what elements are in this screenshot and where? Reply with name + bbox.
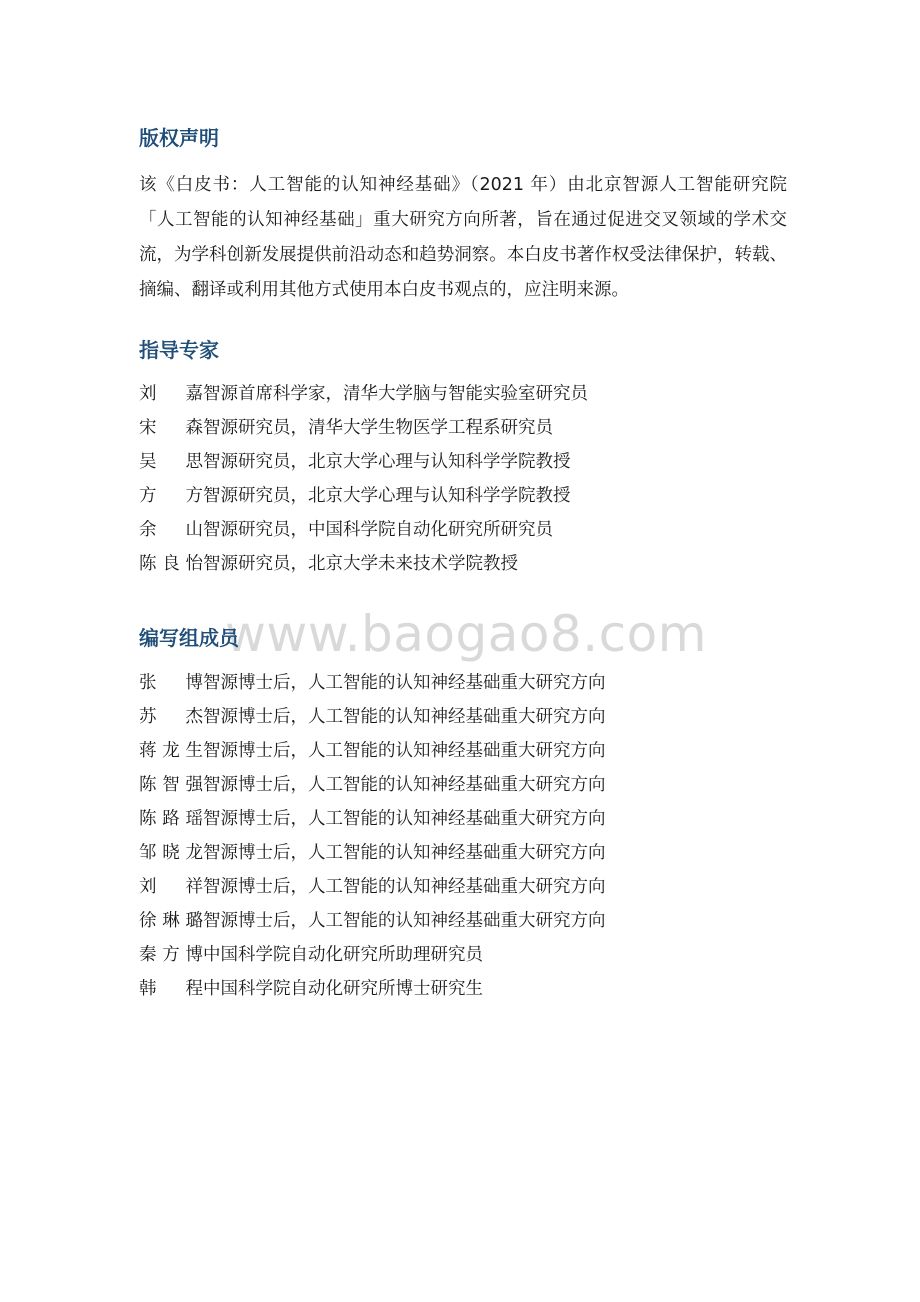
person-name: 邹晓龙 bbox=[139, 843, 203, 863]
person-title: 智源博士后，人工智能的认知神经基础重大研究方向 bbox=[203, 843, 606, 863]
person-name: 张博 bbox=[139, 673, 203, 693]
person-name: 蒋龙生 bbox=[139, 741, 203, 761]
person-title: 智源研究员，北京大学心理与认知科学学院教授 bbox=[203, 486, 571, 506]
person-name: 苏杰 bbox=[139, 707, 203, 727]
person-name: 秦方博 bbox=[139, 945, 203, 965]
writer-row bbox=[139, 734, 606, 768]
person-name: 韩程 bbox=[139, 979, 203, 999]
writer-row bbox=[139, 700, 606, 734]
expert-row bbox=[139, 513, 588, 547]
writer-row bbox=[139, 836, 606, 870]
experts-heading: 指导专家 bbox=[139, 338, 219, 362]
person-name: 徐琳璐 bbox=[139, 911, 203, 931]
writer-row bbox=[139, 802, 606, 836]
writers-list bbox=[139, 666, 606, 1006]
writer-row bbox=[139, 972, 606, 1006]
person-title: 智源博士后，人工智能的认知神经基础重大研究方向 bbox=[203, 673, 606, 693]
writer-row bbox=[139, 938, 606, 972]
person-title: 智源研究员，北京大学心理与认知科学学院教授 bbox=[203, 452, 571, 472]
person-title: 智源博士后，人工智能的认知神经基础重大研究方向 bbox=[203, 877, 606, 897]
person-title: 中国科学院自动化研究所博士研究生 bbox=[203, 979, 483, 999]
writer-row bbox=[139, 768, 606, 802]
person-title: 智源博士后，人工智能的认知神经基础重大研究方向 bbox=[203, 707, 606, 727]
person-title: 智源博士后，人工智能的认知神经基础重大研究方向 bbox=[203, 775, 606, 795]
person-name: 宋森 bbox=[139, 418, 203, 438]
writer-row bbox=[139, 904, 606, 938]
person-name: 陈路瑶 bbox=[139, 809, 203, 829]
person-title: 智源研究员，中国科学院自动化研究所研究员 bbox=[203, 520, 553, 540]
person-title: 中国科学院自动化研究所助理研究员 bbox=[203, 945, 483, 965]
expert-row bbox=[139, 547, 588, 581]
person-title: 智源博士后，人工智能的认知神经基础重大研究方向 bbox=[203, 911, 606, 931]
person-title: 智源博士后，人工智能的认知神经基础重大研究方向 bbox=[203, 809, 606, 829]
person-name: 陈智强 bbox=[139, 775, 203, 795]
copyright-paragraph: 该《白皮书：人工智能的认知神经基础》（2021 年）由北京智源人工智能研究院「人工智能的认知神经基础」重大研究方向所著，旨在通过促进交叉领域的学术交流，为学科创新发展提供前沿动态和趋势洞察。本白皮书著作权受法律保护，转载、摘编、翻译或利用其他方式使用本白皮书观点的，应注明来源。 bbox=[139, 175, 787, 300]
watermark-text: www.baogao8.com bbox=[225, 605, 707, 663]
person-title: 智源研究员，北京大学未来技术学院教授 bbox=[203, 554, 518, 574]
writer-row bbox=[139, 666, 606, 700]
person-name: 刘嘉 bbox=[139, 384, 203, 404]
person-name: 刘祥 bbox=[139, 877, 203, 897]
person-name: 方方 bbox=[139, 486, 203, 506]
person-name: 陈良怡 bbox=[139, 554, 203, 574]
expert-row bbox=[139, 377, 588, 411]
experts-list bbox=[139, 377, 588, 581]
copyright-heading: 版权声明 bbox=[139, 126, 219, 150]
writers-heading: 编写组成员 bbox=[139, 626, 239, 650]
expert-row bbox=[139, 479, 588, 513]
person-name: 余山 bbox=[139, 520, 203, 540]
expert-row bbox=[139, 411, 588, 445]
person-name: 吴思 bbox=[139, 452, 203, 472]
writer-row bbox=[139, 870, 606, 904]
person-title: 智源博士后，人工智能的认知神经基础重大研究方向 bbox=[203, 741, 606, 761]
person-title: 智源首席科学家，清华大学脑与智能实验室研究员 bbox=[203, 384, 588, 404]
expert-row bbox=[139, 445, 588, 479]
person-title: 智源研究员，清华大学生物医学工程系研究员 bbox=[203, 418, 553, 438]
